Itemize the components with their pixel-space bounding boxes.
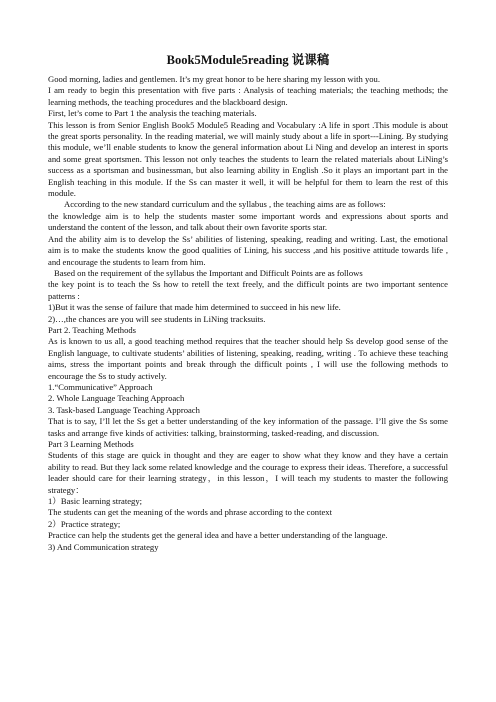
paragraph: As is known to us all, a good teaching method requires that the teacher should help Ss develop good sense of the English language, to cultivate students’ abilities of listening, speaking, reading, writing . To achieve these teaching aims, stress the important points and break through the difficult points , I will use the following methods to encourage the Ss to study actively.	[48, 336, 448, 381]
paragraph: I am ready to begin this presentation with five parts : Analysis of teaching materials; the teaching methods; the learning methods, the teaching procedures and the blackboard design.	[48, 85, 448, 107]
paragraph: 1)But it was the sense of failure that made him determined to succeed in his new life.	[48, 302, 341, 313]
paragraph: The students can get the meaning of the words and phrase according to the context	[48, 507, 332, 518]
section-heading: Part 2. Teaching Methods	[48, 324, 137, 335]
paragraph: Students of this stage are quick in thought and they are eager to show what they know and they have a certain ability to read. But they lack some related knowledge and the courage to express their ideas. Therefore, a successful leader should care for their learning strategy，in this lesson，I will teach my students to master the following strategy：	[48, 450, 448, 495]
document-title: Book5Module5reading 说课稿	[166, 53, 330, 67]
paragraph: Good morning, ladies and gentlemen. It’s my great honor to be here sharing my lesson with you.	[48, 74, 380, 84]
list-item: 2）Practice strategy;	[48, 518, 121, 529]
paragraph: That is to say, I’ll let the Ss get a better understanding of the key information of the passage. I’ll give the Ss some tasks and arrange five kinds of activities: talking, brainstorming, tasked-reading, and discussion.	[48, 416, 448, 438]
paragraph: According to the new standard curriculum and the syllabus , the teaching aims are as follows:	[64, 199, 386, 210]
section-heading: Part 3 Learning Methods	[48, 439, 134, 449]
list-item: 2. Whole Language Teaching Approach	[48, 393, 185, 404]
paragraph: This lesson is from Senior English Book5 Module5 Reading and Vocabulary :A life in sport .This module is about the great sports personality. In the reading material, we will mainly study about a life in sport---Lining. By studying this module, we’ll enable students to know the general information about Li Ning and develop an interest in sports and some great sportsmen. This lesson not only teaches the students to learn the related materials about LiNing’s success as a sportsman and businessman, but also learning ability in English .So it plays an important part in the English teaching in this module. If the Ss can master it well, it will be helpful for them to learn the rest of this module.	[48, 119, 448, 199]
paragraph: the knowledge aim is to help the students master some important words and expressions about sports and understand the content of the lesson, and talk about their own favorite sports star.	[48, 210, 448, 233]
paragraph: First, let’s come to Part 1 the analysis the teaching materials.	[48, 108, 257, 119]
paragraph: And the ability aim is to develop the Ss’ abilities of listening, speaking, reading and writing. Last, the emotional aim is to make the students know the good qualities of Lining, his success ,and his positive attitude towards life , and encourage the students to learn from him.	[48, 233, 448, 267]
document-body	[48, 74, 448, 553]
list-item: 1）Basic learning strategy;	[48, 496, 143, 507]
list-item: 3) And Communication strategy	[48, 541, 159, 552]
paragraph: Practice can help the students get the general idea and have a better understanding of the language.	[48, 530, 388, 541]
list-item: 1.“Communicative” Approach	[48, 381, 153, 392]
paragraph: 2)…,the chances are you will see students in LiNing tracksuits.	[48, 313, 266, 324]
list-item: 3. Task-based Language Teaching Approach	[48, 404, 200, 415]
paragraph: the key point is to teach the Ss how to retell the text freely, and the difficult points are two important sentence patterns :	[48, 279, 448, 301]
paragraph: Based on the requirement of the syllabus the Important and Difficult Points are as follows	[54, 267, 363, 278]
